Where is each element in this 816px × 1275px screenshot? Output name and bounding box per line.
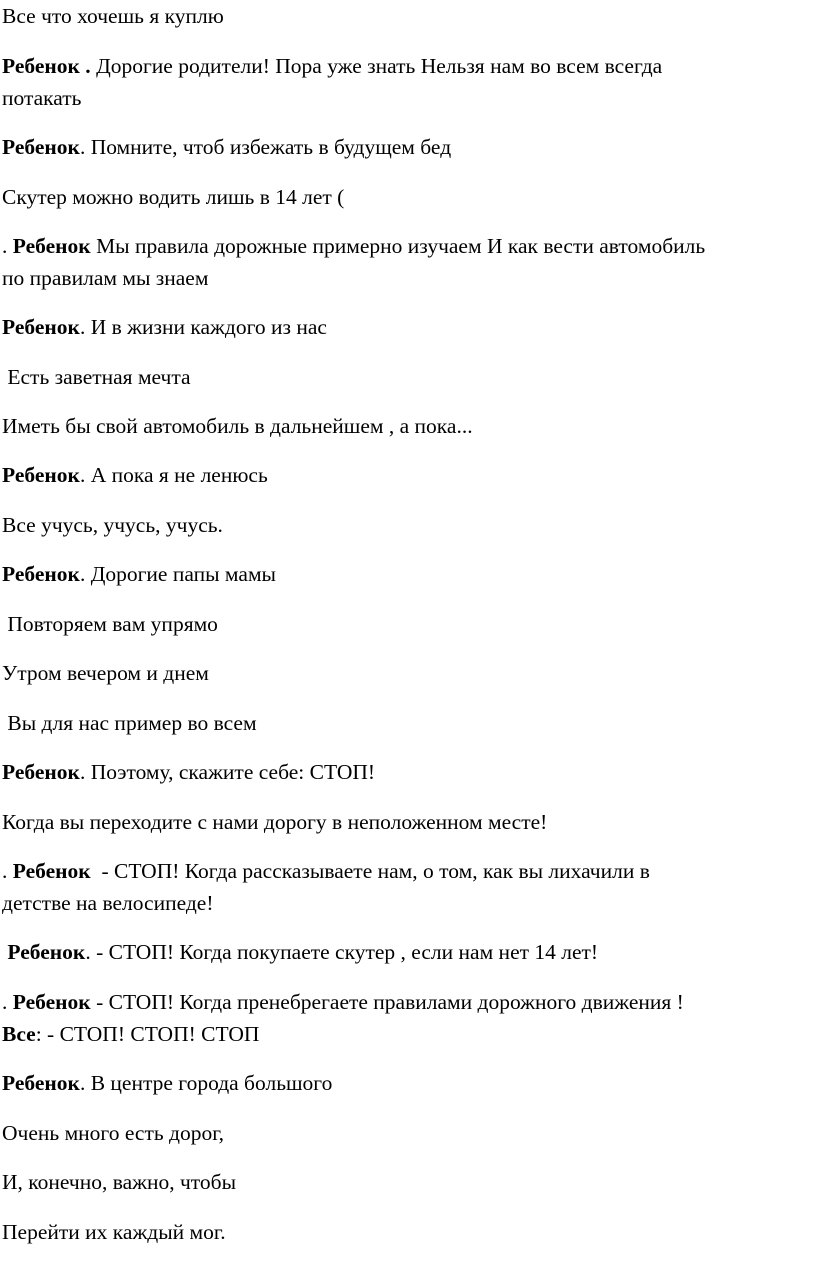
paragraph <box>2 986 814 1050</box>
text-run: . Помните, чтоб избежать в будущем бед <box>79 135 452 159</box>
speaker-label: Все <box>2 1022 36 1046</box>
text-run: Иметь бы свой автомобиль в дальнейшем , а пока... <box>2 414 473 438</box>
text-line <box>2 1216 814 1248</box>
text-line <box>2 986 814 1018</box>
text-line <box>2 806 814 838</box>
speaker-label: Ребенок <box>12 234 91 258</box>
paragraph <box>2 1166 814 1198</box>
text-run: Утром вечером и днем <box>2 661 209 685</box>
text-run: . <box>2 990 13 1014</box>
text-line <box>2 1067 814 1099</box>
paragraph <box>2 608 814 640</box>
text-run: детстве на велосипеде! <box>2 891 214 915</box>
paragraph <box>2 181 814 213</box>
text-line <box>2 50 814 82</box>
text-run: Повторяем вам упрямо <box>2 612 218 636</box>
text-run: Очень много есть дорог, <box>2 1121 224 1145</box>
paragraph <box>2 50 814 114</box>
text-run: Есть заветная мечта <box>2 365 191 389</box>
paragraph <box>2 230 814 294</box>
text-line <box>2 131 814 163</box>
paragraph <box>2 657 814 689</box>
paragraph <box>2 0 814 32</box>
text-run: . Поэтому, скажите себе: СТОП! <box>79 760 376 784</box>
paragraph <box>2 1216 814 1248</box>
text-line <box>2 262 814 294</box>
text-run: Когда вы переходите с нами дорогу в неположенном месте! <box>2 810 548 834</box>
text-line <box>2 887 814 919</box>
text-line <box>2 1018 814 1050</box>
text-run: И, конечно, важно, чтобы <box>2 1170 237 1194</box>
speaker-label: Ребенок <box>12 990 91 1014</box>
text-run: Мы правила дорожные примерно изучаем И как вести автомобиль <box>90 234 706 258</box>
speaker-label: Ребенок . <box>2 54 91 78</box>
text-line <box>2 361 814 393</box>
text-run: . Дорогие папы мамы <box>79 562 276 586</box>
text-run: Скутер можно водить лишь в 14 лет ( <box>2 185 345 209</box>
paragraph <box>2 936 814 968</box>
text-line <box>2 0 814 32</box>
text-run: . <box>2 234 13 258</box>
text-line <box>2 657 814 689</box>
paragraph <box>2 707 814 739</box>
text-run: Вы для нас пример во всем <box>2 711 257 735</box>
paragraph <box>2 131 814 163</box>
paragraph <box>2 855 814 919</box>
text-run: Дорогие родители! Пора уже знать Нельзя нам во всем всегда <box>90 54 663 78</box>
text-line <box>2 1166 814 1198</box>
text-run: : - СТОП! СТОП! СТОП <box>35 1022 260 1046</box>
text-line <box>2 230 814 262</box>
paragraph <box>2 311 814 343</box>
text-run: - СТОП! Когда рассказываете нам, о том, как вы лихачили в <box>90 859 650 883</box>
text-run: Перейти их каждый мог. <box>2 1220 226 1244</box>
text-run: - СТОП! Когда пренебрегаете правилами дорожного движения ! <box>90 990 684 1014</box>
paragraph <box>2 459 814 491</box>
paragraph <box>2 361 814 393</box>
speaker-label: Ребенок <box>2 135 80 159</box>
speaker-label: Ребенок <box>2 1071 80 1095</box>
text-line <box>2 558 814 590</box>
paragraph <box>2 558 814 590</box>
text-line <box>2 855 814 887</box>
speaker-label: Ребенок <box>2 760 80 784</box>
text-line <box>2 82 814 114</box>
speaker-label: Ребенок <box>2 463 80 487</box>
text-line <box>2 756 814 788</box>
text-line <box>2 1117 814 1149</box>
text-run: . <box>2 859 13 883</box>
text-line <box>2 311 814 343</box>
text-line <box>2 181 814 213</box>
paragraph <box>2 410 814 442</box>
text-run: по правилам мы знаем <box>2 266 209 290</box>
text-run: Все что хочешь я куплю <box>2 4 224 28</box>
speaker-label: Ребенок <box>2 315 80 339</box>
text-run: . - СТОП! Когда покупаете скутер , если нам нет 14 лет! <box>85 940 599 964</box>
text-run: . В центре города большого <box>79 1071 333 1095</box>
text-line <box>2 936 814 968</box>
text-run: . И в жизни каждого из нас <box>79 315 327 339</box>
text-run: . А пока я не ленюсь <box>79 463 268 487</box>
text-line <box>2 459 814 491</box>
speaker-label: Ребенок <box>2 562 80 586</box>
text-run: потакать <box>2 86 82 110</box>
text-line <box>2 509 814 541</box>
paragraph <box>2 1117 814 1149</box>
text-line <box>2 410 814 442</box>
speaker-label: Ребенок <box>7 940 86 964</box>
speaker-label: Ребенок <box>12 859 91 883</box>
text-line <box>2 608 814 640</box>
paragraph <box>2 509 814 541</box>
paragraph <box>2 1067 814 1099</box>
text-line <box>2 707 814 739</box>
paragraph <box>2 756 814 788</box>
paragraph <box>2 806 814 838</box>
text-run: Все учусь, учусь, учусь. <box>2 513 223 537</box>
